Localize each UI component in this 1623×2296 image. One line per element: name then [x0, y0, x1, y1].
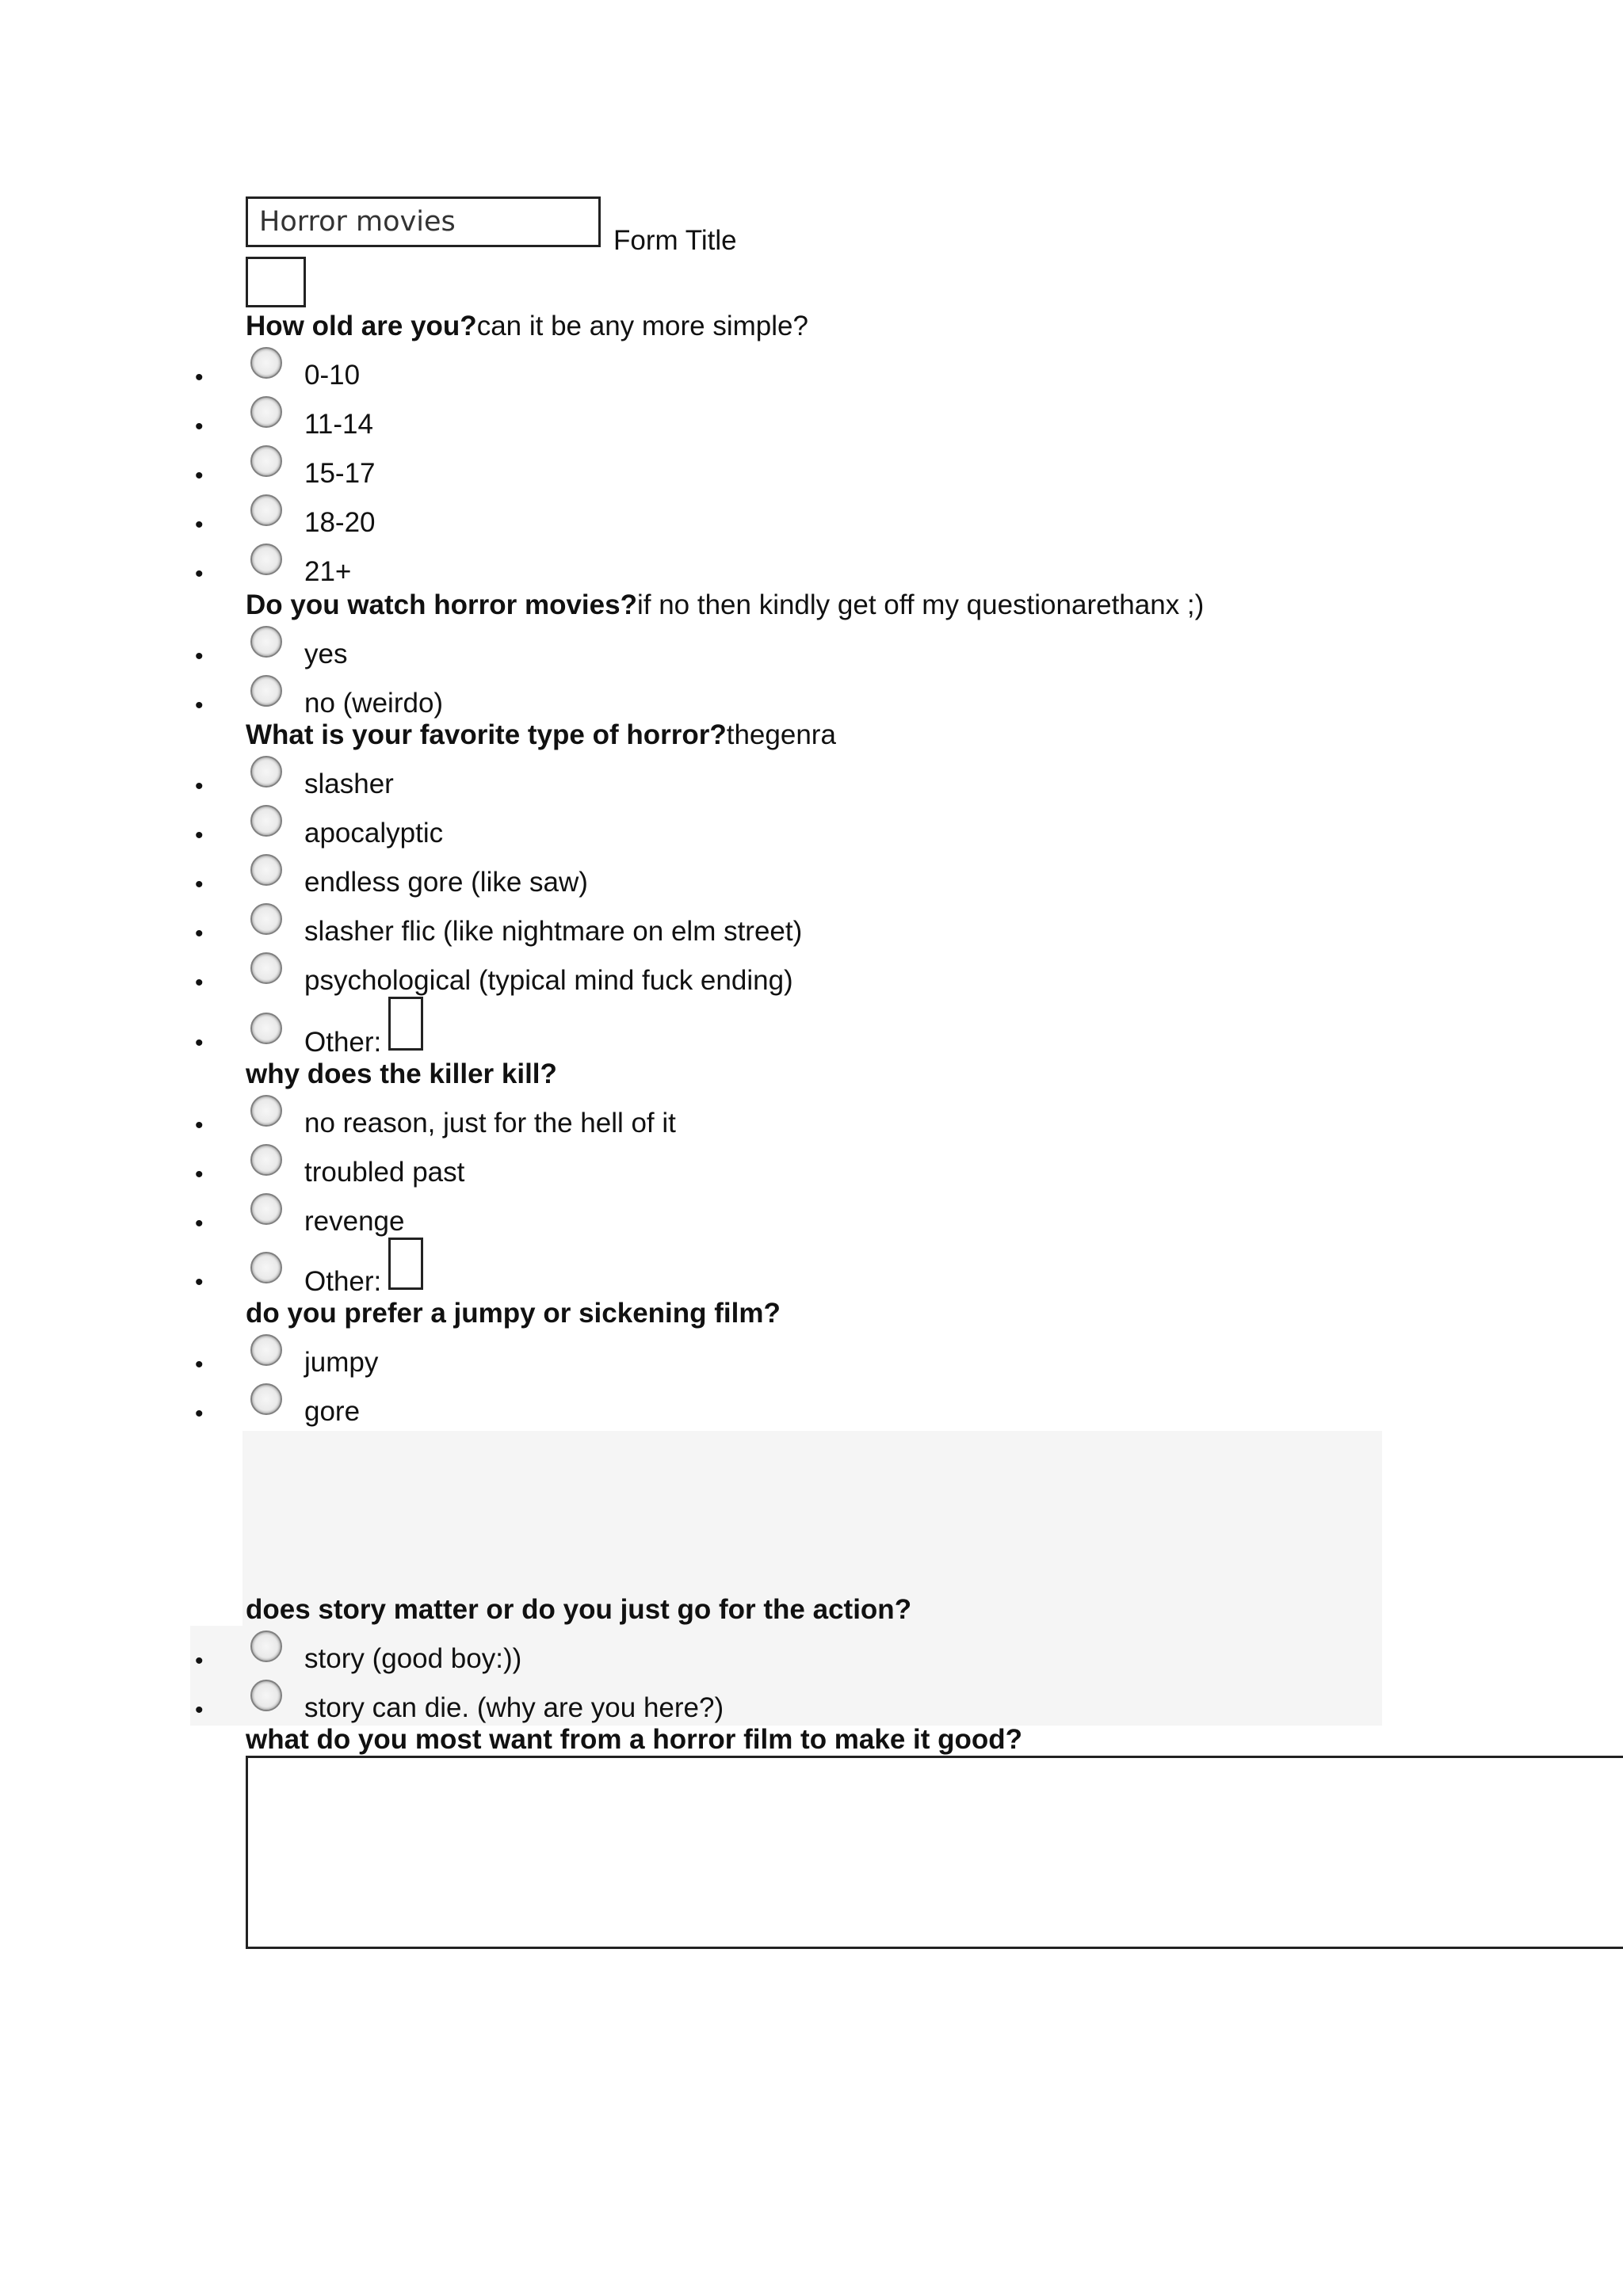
bullet: •	[195, 512, 204, 538]
option-label: troubled past	[304, 1157, 465, 1188]
radio-button[interactable]	[250, 347, 282, 379]
radio-button[interactable]	[250, 494, 282, 526]
bullet: •	[195, 1401, 204, 1427]
radio-button[interactable]	[250, 396, 282, 428]
question-help-text: can it be any more simple?	[476, 311, 808, 341]
question-title	[246, 1298, 781, 1329]
form-description-input[interactable]	[246, 257, 306, 307]
bullet: •	[195, 1112, 204, 1138]
radio-button[interactable]	[250, 1383, 282, 1415]
option-label: jumpy	[304, 1347, 379, 1378]
question-title-text: does story matter or do you just go for the action?	[246, 1594, 912, 1625]
form-title-input[interactable]	[246, 196, 601, 247]
question-title	[246, 311, 808, 342]
option-label: 18-20	[304, 507, 376, 538]
bullet: •	[195, 1030, 204, 1056]
bullet: •	[195, 1697, 204, 1723]
option-label: 21+	[304, 556, 352, 587]
question-title-text: do you prefer a jumpy or sickening film?	[246, 1298, 781, 1329]
bullet: •	[195, 643, 204, 669]
question-title-text: How old are you?	[246, 311, 477, 341]
radio-button[interactable]	[250, 1252, 282, 1283]
bullet: •	[195, 364, 204, 391]
other-label: Other:	[304, 1027, 382, 1058]
radio-button[interactable]	[250, 854, 282, 886]
radio-button[interactable]	[250, 952, 282, 984]
question-title-text: why does the killer kill?	[246, 1058, 557, 1089]
question-help-text: if no then kindly get off my questionarethanx ;)	[636, 589, 1205, 620]
question-title	[246, 1724, 1022, 1756]
radio-button[interactable]	[250, 1334, 282, 1366]
radio-button[interactable]	[250, 543, 282, 575]
question-title	[246, 1058, 557, 1090]
option-label: gore	[304, 1396, 361, 1427]
bullet: •	[195, 414, 204, 440]
form-title-label: Form Title	[613, 225, 737, 256]
option-label: endless gore (like saw)	[304, 867, 588, 898]
radio-button[interactable]	[250, 1144, 282, 1176]
bullet: •	[195, 1211, 204, 1237]
option-label: slasher	[304, 769, 394, 799]
option-label: yes	[304, 639, 348, 669]
radio-button[interactable]	[250, 675, 282, 707]
bullet: •	[195, 970, 204, 996]
question-title-text: what do you most want from a horror film to make it good?	[246, 1724, 1023, 1755]
radio-button[interactable]	[250, 1630, 282, 1662]
bullet: •	[195, 1161, 204, 1188]
option-label: 0-10	[304, 360, 361, 391]
question-title	[246, 1594, 911, 1626]
option-label: 15-17	[304, 458, 376, 489]
bullet: •	[195, 561, 204, 587]
option-label: 11-14	[304, 409, 373, 440]
answer-textarea[interactable]	[246, 1756, 1623, 1949]
bullet: •	[195, 871, 204, 898]
option-label: story (good boy:))	[304, 1643, 522, 1674]
bullet: •	[195, 921, 204, 947]
radio-button[interactable]	[250, 805, 282, 837]
bullet: •	[195, 773, 204, 799]
other-label: Other:	[304, 1266, 382, 1297]
option-label: slasher flic (like nightmare on elm street)	[304, 916, 803, 947]
other-text-input[interactable]	[388, 1238, 423, 1290]
bullet: •	[195, 692, 204, 719]
highlighted-section	[242, 1431, 1382, 1726]
question-title	[246, 589, 1204, 621]
bullet: •	[195, 463, 204, 489]
option-label: no reason, just for the hell of it	[304, 1108, 676, 1138]
question-title	[246, 719, 836, 751]
option-label: no (weirdo)	[304, 688, 444, 719]
radio-button[interactable]	[250, 1013, 282, 1044]
option-label: revenge	[304, 1206, 405, 1237]
question-title-text: Do you watch horror movies?	[246, 589, 637, 620]
option-label: apocalyptic	[304, 818, 444, 849]
option-label: psychological (typical mind fuck ending)	[304, 965, 793, 996]
bullet: •	[195, 822, 204, 849]
radio-button[interactable]	[250, 756, 282, 788]
radio-button[interactable]	[250, 1095, 282, 1127]
radio-button[interactable]	[250, 903, 282, 935]
radio-button[interactable]	[250, 1680, 282, 1711]
radio-button[interactable]	[250, 626, 282, 658]
question-help-text: thegenra	[726, 719, 836, 750]
radio-button[interactable]	[250, 1193, 282, 1225]
other-text-input[interactable]	[388, 997, 423, 1051]
radio-button[interactable]	[250, 445, 282, 477]
bullet: •	[195, 1648, 204, 1674]
bullet: •	[195, 1269, 204, 1295]
question-title-text: What is your favorite type of horror?	[246, 719, 727, 750]
bullet: •	[195, 1352, 204, 1378]
option-label: story can die. (why are you here?)	[304, 1692, 724, 1723]
